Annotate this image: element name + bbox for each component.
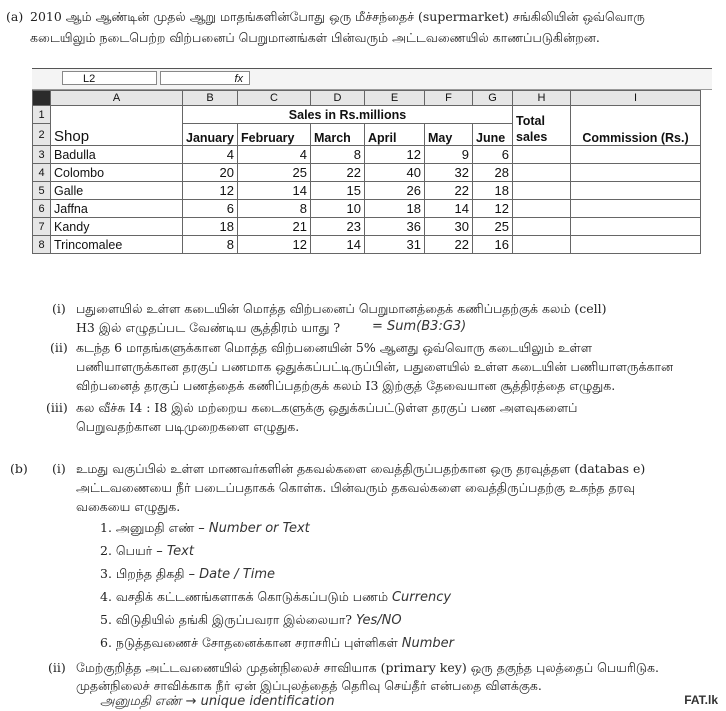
row-header-2[interactable]: 2 [33, 124, 51, 146]
commission-cell[interactable] [571, 146, 701, 164]
total-header-line1: Total [516, 114, 545, 128]
a-q2-line3: விற்பனைத் தரகுப் பணத்தைக் கணிப்பதற்குக் கலம் I3 இற்குத் தேவையான சூத்திரத்தை எழுதுக. [76, 378, 616, 393]
fx-icon[interactable]: fx [160, 71, 250, 85]
value-cell[interactable]: 8 [183, 236, 238, 254]
shop-cell[interactable]: Badulla [51, 146, 183, 164]
table-row [33, 146, 701, 164]
item-answer: Yes/NO [355, 613, 402, 628]
value-cell[interactable]: 22 [425, 182, 473, 200]
col-header-d[interactable]: D [311, 91, 365, 106]
value-cell[interactable]: 12 [183, 182, 238, 200]
item-number: 1. [100, 520, 112, 535]
col-header-c[interactable]: C [238, 91, 311, 106]
sheet-row-1 [33, 106, 701, 124]
value-cell[interactable]: 25 [473, 218, 513, 236]
shop-cell[interactable]: Trincomalee [51, 236, 183, 254]
total-cell[interactable] [513, 200, 571, 218]
commission-cell[interactable] [571, 200, 701, 218]
month-header-march: March [311, 124, 365, 146]
a-q1-line1: பதுளையில் உள்ள கடையின் மொத்த விற்பனைப் பெறுமானத்தைக் கணிப்பதற்குக் கலம் (cell) [76, 301, 607, 316]
select-all-corner[interactable] [33, 91, 51, 106]
value-cell[interactable]: 14 [425, 200, 473, 218]
item-number: 4. [100, 589, 112, 604]
value-cell[interactable]: 22 [311, 164, 365, 182]
month-header-may: May [425, 124, 473, 146]
part-b-label: (b) [10, 461, 28, 476]
b-q2-label: (ii) [48, 660, 66, 675]
value-cell[interactable]: 6 [183, 200, 238, 218]
item-number: 6. [100, 635, 112, 650]
a-q3-label: (iii) [46, 400, 68, 415]
value-cell[interactable]: 15 [311, 182, 365, 200]
value-cell[interactable]: 18 [365, 200, 425, 218]
table-row [33, 164, 701, 182]
a-q1-answer: = Sum(B3:G3) [372, 319, 467, 334]
value-cell[interactable]: 22 [425, 236, 473, 254]
a-q3-line1: கல வீச்சு I4 : I8 இல் மற்றைய கடைகளுக்கு ஒதுக்கப்பட்டுள்ள தரகுப் பண அளவுகளைப் [76, 400, 578, 415]
value-cell[interactable]: 25 [238, 164, 311, 182]
b-q2-line2: முதன்நிலைச் சாவிக்காக நீர் ஏன் இப்புலத்தைத் தெரிவு செய்தீர் என்பதை விளக்குக. [76, 678, 542, 693]
total-cell[interactable] [513, 218, 571, 236]
value-cell[interactable]: 6 [473, 146, 513, 164]
row-header-4[interactable]: 4 [33, 164, 51, 182]
site-watermark: FAT.lk [684, 693, 718, 707]
shop-cell[interactable]: Jaffna [51, 200, 183, 218]
total-cell[interactable] [513, 164, 571, 182]
value-cell[interactable]: 8 [311, 146, 365, 164]
commission-cell[interactable] [571, 164, 701, 182]
col-header-a[interactable]: A [51, 91, 183, 106]
name-box[interactable]: L2 [62, 71, 157, 85]
item-text: அனுமதி எண் [115, 520, 195, 535]
formula-bar [32, 68, 712, 90]
part-a-label: (a) [6, 9, 24, 24]
list-item [100, 566, 275, 583]
value-cell[interactable]: 31 [365, 236, 425, 254]
total-header-line2: sales [516, 130, 548, 144]
item-number: 5. [100, 612, 112, 627]
a-q2-line2: பணியாளருக்கான தரகுப் பணமாக ஒதுக்கப்பட்டிருப்பின், பதுளையில் உள்ள கடையின் பணியாளருக்கான [76, 359, 674, 374]
item-number: 3. [100, 566, 112, 581]
item-answer: Currency [391, 590, 452, 605]
b-q1-line1: உமது வகுப்பில் உள்ள மாணவர்களின் தகவல்களை வைத்திருப்பதற்கான ஒரு தரவுத்தள (databas e) [76, 461, 646, 476]
table-row [33, 182, 701, 200]
value-cell[interactable]: 4 [238, 146, 311, 164]
col-header-g[interactable]: G [473, 91, 513, 106]
item-text: விடுதியில் தங்கி இருப்பவரா இல்லையா? [115, 612, 352, 627]
a-q1-line2: H3 இல் எழுதப்பட வேண்டிய சூத்திரம் யாது ? [76, 320, 341, 335]
sales-table [32, 90, 701, 254]
list-item [100, 520, 310, 537]
value-cell[interactable]: 28 [473, 164, 513, 182]
item-text: நடுத்தவணைச் சோதனைக்கான சராசரிப் புள்ளிகள் [115, 635, 398, 650]
item-answer: – Text [156, 544, 194, 559]
value-cell[interactable]: 12 [365, 146, 425, 164]
row-header-8[interactable]: 8 [33, 236, 51, 254]
b-q2-line1: மேற்குறித்த அட்டவணையில் முதன்நிலைச் சாவியாக (primary key) ஒரு தகுந்த புலத்தைப் பெயரிடுக. [76, 660, 659, 675]
list-item [100, 612, 402, 629]
value-cell[interactable]: 4 [183, 146, 238, 164]
value-cell[interactable]: 30 [425, 218, 473, 236]
total-cell[interactable] [513, 182, 571, 200]
value-cell[interactable]: 21 [238, 218, 311, 236]
column-header-row [33, 91, 701, 106]
shop-header: Shop [51, 106, 183, 146]
col-header-e[interactable]: E [365, 91, 425, 106]
part-a-intro-line1: 2010 ஆம் ஆண்டின் முதல் ஆறு மாதங்களின்போது ஒரு மீச்சந்தைச் (supermarket) சங்கிலியின் ஒவ்வொரு [30, 9, 645, 24]
commission-cell[interactable] [571, 182, 701, 200]
month-header-april: April [365, 124, 425, 146]
table-row [33, 200, 701, 218]
value-cell[interactable]: 26 [365, 182, 425, 200]
row-header-7[interactable]: 7 [33, 218, 51, 236]
row-header-3[interactable]: 3 [33, 146, 51, 164]
month-header-june: June [473, 124, 513, 146]
value-cell[interactable]: 23 [311, 218, 365, 236]
item-text: வசதிக் கட்டணங்களாகக் கொடுக்கப்படும் பணம் [115, 589, 388, 604]
value-cell[interactable]: 14 [238, 182, 311, 200]
list-item [100, 543, 194, 560]
month-header-february: February [238, 124, 311, 146]
item-number: 2. [100, 543, 112, 558]
spreadsheet [32, 68, 712, 282]
a-q3-line2: பெறுவதற்கான படிமுறைகளை எழுதுக. [76, 419, 300, 434]
value-cell[interactable]: 20 [183, 164, 238, 182]
value-cell[interactable]: 12 [473, 200, 513, 218]
col-header-b[interactable]: B [183, 91, 238, 106]
col-header-i[interactable]: I [571, 91, 701, 106]
value-cell[interactable]: 36 [365, 218, 425, 236]
row-header-5[interactable]: 5 [33, 182, 51, 200]
month-header-january: January [183, 124, 238, 146]
value-cell[interactable]: 8 [238, 200, 311, 218]
shop-cell[interactable]: Colombo [51, 164, 183, 182]
item-answer: – Number or Text [198, 521, 310, 536]
row-header-6[interactable]: 6 [33, 200, 51, 218]
b-q1-line3: வகையை எழுதுக. [76, 499, 181, 514]
total-cell[interactable] [513, 146, 571, 164]
value-cell[interactable]: 9 [425, 146, 473, 164]
commission-cell[interactable] [571, 236, 701, 254]
value-cell[interactable]: 14 [311, 236, 365, 254]
b-q1-label: (i) [52, 461, 66, 476]
shop-cell[interactable]: Kandy [51, 218, 183, 236]
item-text: பிறந்த திகதி [115, 566, 185, 581]
b-q2-answer: அனுமதி எண் → unique identification [100, 694, 335, 709]
table-row [33, 218, 701, 236]
value-cell[interactable]: 12 [238, 236, 311, 254]
value-cell[interactable]: 16 [473, 236, 513, 254]
col-header-f[interactable]: F [425, 91, 473, 106]
value-cell[interactable]: 32 [425, 164, 473, 182]
part-a-intro-line2: கடையிலும் நடைபெற்ற விற்பனைப் பெறுமானங்கள் பின்வரும் அட்டவணையில் காணப்படுகின்றன. [30, 30, 600, 45]
shop-cell[interactable]: Galle [51, 182, 183, 200]
col-header-h[interactable]: H [513, 91, 571, 106]
a-q1-label: (i) [52, 301, 66, 316]
value-cell[interactable]: 10 [311, 200, 365, 218]
commission-header: Commission (Rs.) [571, 106, 701, 146]
value-cell[interactable]: 40 [365, 164, 425, 182]
total-cell[interactable] [513, 236, 571, 254]
table-row [33, 236, 701, 254]
item-answer: Number [401, 636, 455, 651]
commission-cell[interactable] [571, 218, 701, 236]
item-text: பெயர் [115, 543, 153, 558]
value-cell[interactable]: 18 [183, 218, 238, 236]
row-header-1[interactable]: 1 [33, 106, 51, 124]
list-item [100, 635, 454, 652]
a-q2-line1: கடந்த 6 மாதங்களுக்கான மொத்த விற்பனையின் 5% ஆனது ஒவ்வொரு கடையிலும் உள்ள [76, 340, 593, 355]
item-answer: – Date / Time [188, 567, 276, 582]
total-sales-header [513, 106, 571, 146]
value-cell[interactable]: 18 [473, 182, 513, 200]
b-q1-line2: அட்டவணையை நீர் படைப்பதாகக் கொள்க. பின்வரும் தகவல்களை வைத்திருப்பதற்கு உகந்த தரவு [76, 480, 636, 495]
a-q2-label: (ii) [50, 340, 68, 355]
sales-title: Sales in Rs.millions [183, 106, 513, 124]
list-item [100, 589, 451, 606]
